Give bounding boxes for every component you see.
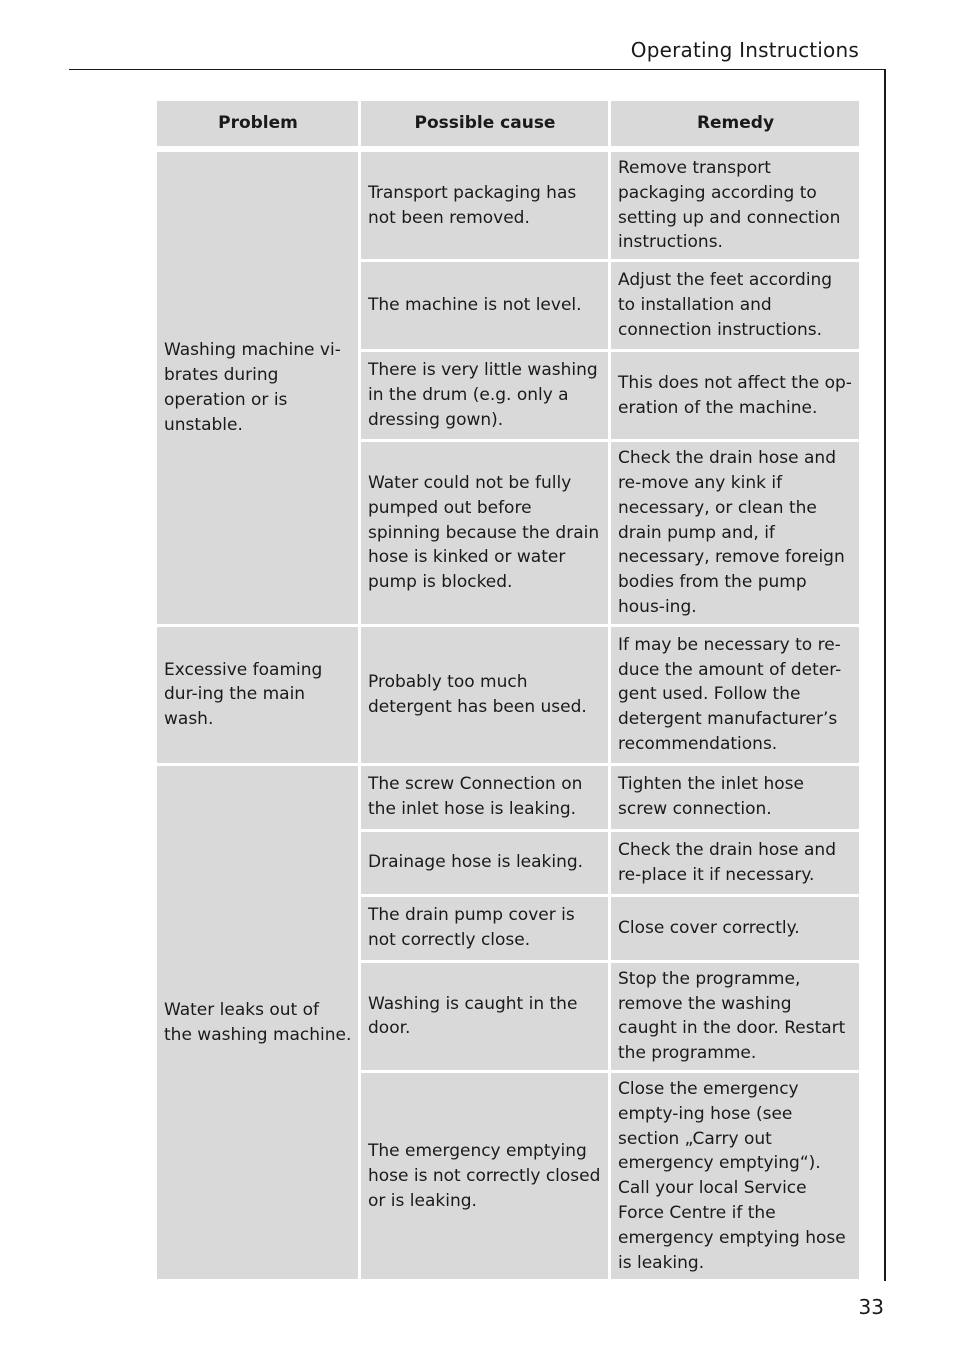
problem-cell: Excessive foaming dur-ing the main wash. <box>157 627 361 766</box>
problem-cell: Washing machine vi-brates during operation or is unstable. <box>157 152 361 627</box>
cause-cell: The drain pump cover is not correctly close. <box>361 897 611 963</box>
remedy-cell: Check the drain hose and re-move any kink if necessary, or clean the drain pump and, if necessary, remove foreign bodies from the pump hous-ing. <box>611 442 859 627</box>
cause-cell: Probably too much detergent has been used. <box>361 627 611 766</box>
table-header-row <box>157 101 859 152</box>
cause-cell: Transport packaging has not been removed. <box>361 152 611 262</box>
remedy-cell: Adjust the feet according to installation and connection instructions. <box>611 262 859 352</box>
troubleshooting-table <box>157 101 859 1282</box>
remedy-cell: Close the emergency empty-ing hose (see section „Carry out emergency emptying“). Call your local Service Force Centre if the emergency emptying hose is leaking. <box>611 1073 859 1282</box>
remedy-cell: Tighten the inlet hose screw connection. <box>611 766 859 832</box>
column-header-possible-cause: Possible cause <box>361 101 611 152</box>
cause-cell: There is very little washing in the drum (e.g. only a dressing gown). <box>361 352 611 442</box>
remedy-cell: This does not affect the op-eration of the machine. <box>611 352 859 442</box>
remedy-cell: Remove transport packaging according to setting up and connection instructions. <box>611 152 859 262</box>
table-row <box>157 766 859 832</box>
table-row <box>157 152 859 262</box>
page-header-title: Operating Instructions <box>630 38 859 62</box>
cause-cell: The screw Connection on the inlet hose is leaking. <box>361 766 611 832</box>
side-rule <box>884 69 886 1281</box>
column-header-problem: Problem <box>157 101 361 152</box>
cause-cell: The emergency emptying hose is not correctly closed or is leaking. <box>361 1073 611 1282</box>
cause-cell: Drainage hose is leaking. <box>361 832 611 897</box>
problem-cell: Water leaks out of the washing machine. <box>157 766 361 1283</box>
remedy-cell: If may be necessary to re-duce the amount of deter-gent used. Follow the detergent manufacturer’s recommendations. <box>611 627 859 766</box>
cause-cell: Water could not be fully pumped out before spinning because the drain hose is kinked or water pump is blocked. <box>361 442 611 627</box>
remedy-cell: Check the drain hose and re-place it if necessary. <box>611 832 859 897</box>
column-header-remedy: Remedy <box>611 101 859 152</box>
page-number: 33 <box>858 1295 884 1319</box>
cause-cell: The machine is not level. <box>361 262 611 352</box>
remedy-cell: Close cover correctly. <box>611 897 859 963</box>
table-row <box>157 627 859 766</box>
header-rule <box>69 69 886 70</box>
remedy-cell: Stop the programme, remove the washing caught in the door. Restart the programme. <box>611 963 859 1073</box>
cause-cell: Washing is caught in the door. <box>361 963 611 1073</box>
